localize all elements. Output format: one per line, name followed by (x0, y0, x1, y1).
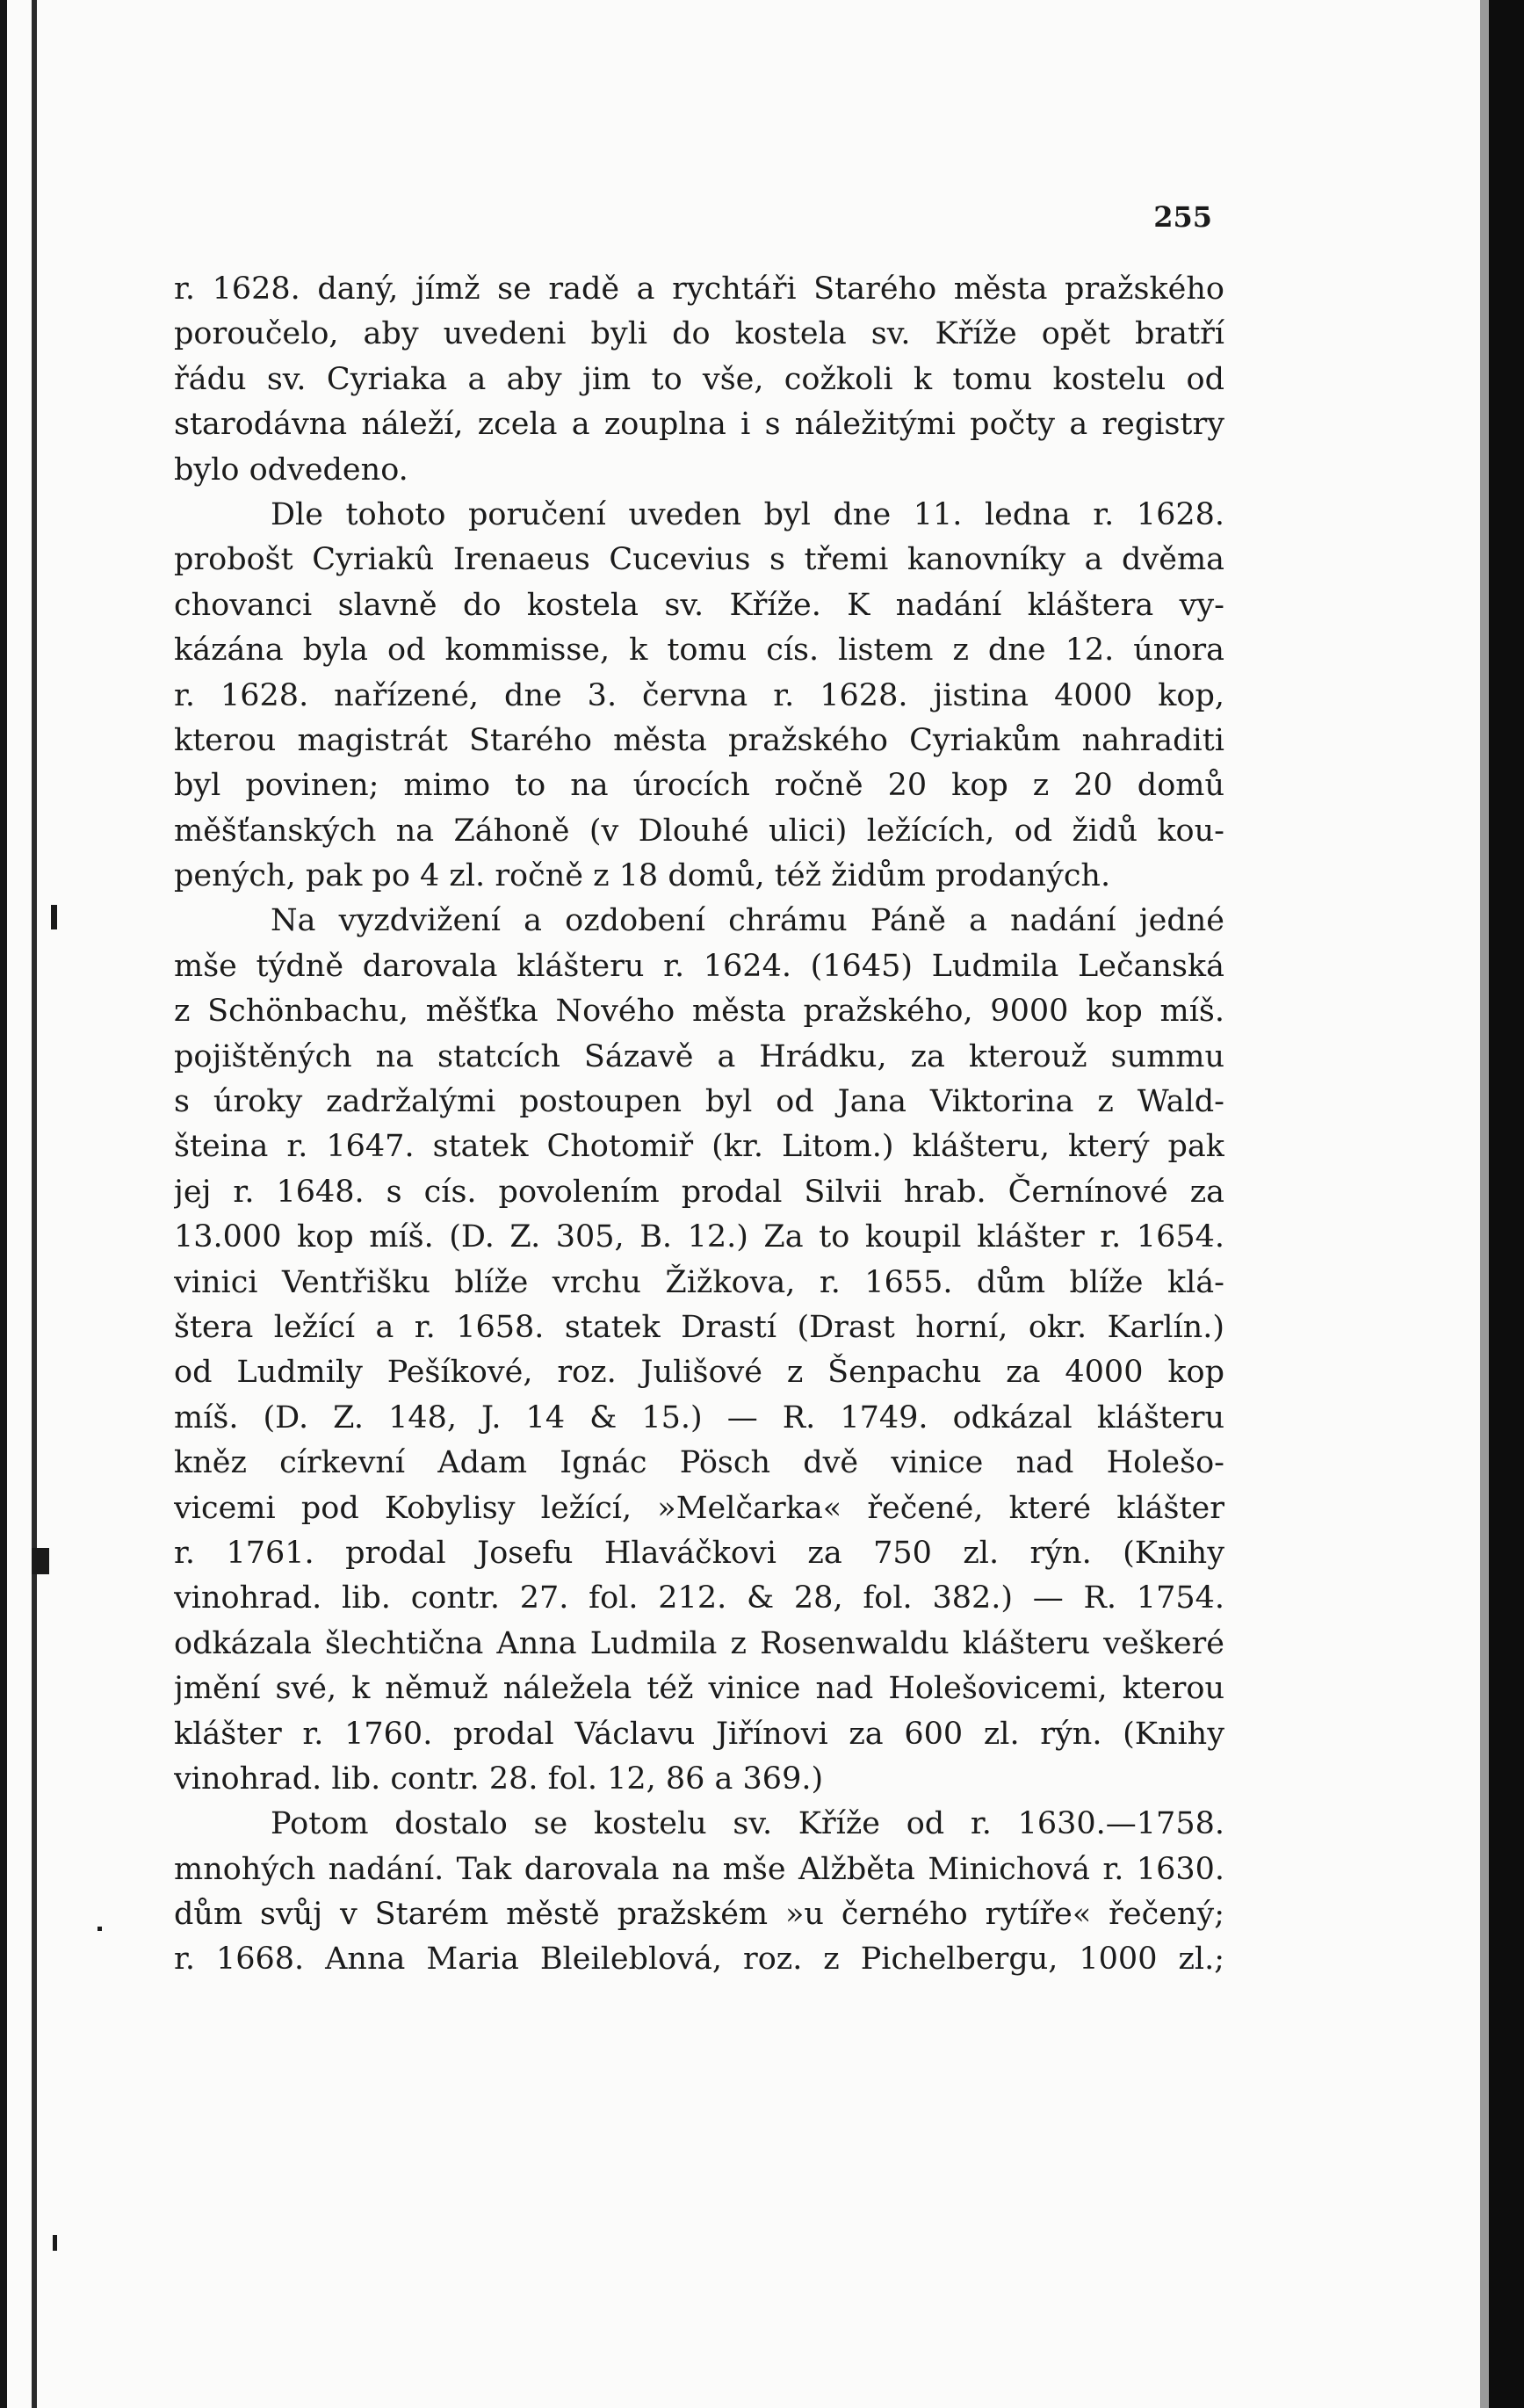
text-line: řádu sv. Cyriaka a aby jim to vše, cožkoli k tomu kostelu od (174, 361, 1224, 397)
text-line: jmění své, k němuž náležela též vinice nad Holešovicemi, kterou (174, 1671, 1224, 1707)
text-line: klášter r. 1760. prodal Václavu Jiřínovi za 600 zl. rýn. (Knihy (174, 1716, 1224, 1752)
left-scan-edge (0, 0, 7, 2408)
text-line: od Ludmily Pešíkové, roz. Julišové z Šenpachu za 4000 kop (174, 1355, 1224, 1391)
margin-speck-2 (32, 1548, 49, 1574)
text-line: pených, pak po 4 zl. ročně z 18 domů, též židům prodaných. (174, 858, 1111, 894)
text-line: míš. (D. Z. 148, J. 14 & 15.) — R. 1749. odkázal klášteru (174, 1399, 1224, 1435)
text-line: s úroky zadržalými postoupen byl od Jana Viktorina z Wald- (174, 1084, 1224, 1120)
text-line: probošt Cyriakû Irenaeus Cucevius s třemi kanovníky a dvěma (174, 542, 1224, 578)
text-line: kterou magistrát Starého města pražského Cyriakům nahraditi (174, 722, 1224, 758)
text-line: byl povinen; mimo to na úrocích ročně 20 kop z 20 domů (174, 768, 1224, 804)
text-line: štera ležící a r. 1658. statek Drastí (Drast horní, okr. Karlín.) (174, 1309, 1224, 1345)
text-line: měšťanských na Záhoně (v Dlouhé ulici) ležících, od židů kou- (174, 813, 1224, 849)
text-line: Na vyzdvižení a ozdobení chrámu Páně a nadání jedné (271, 903, 1224, 939)
text-line: mnohých nadání. Tak darovala na mše Alžběta Minichová r. 1630. (174, 1851, 1224, 1887)
text-line: šteina r. 1647. statek Chotomiř (kr. Litom.) klášteru, který pak (174, 1129, 1224, 1165)
text-line: kněz církevní Adam Ignác Pösch dvě vinice nad Holešo- (174, 1445, 1224, 1481)
text-line: vinohrad. lib. contr. 27. fol. 212. & 28, fol. 382.) — R. 1754. (174, 1580, 1224, 1616)
text-line: pojištěných na statcích Sázavě a Hrádku, za kterouž summu (174, 1038, 1224, 1074)
left-margin-line (32, 0, 37, 2408)
text-line: r. 1761. prodal Josefu Hlaváčkovi za 750 zl. rýn. (Knihy (174, 1535, 1224, 1571)
text-line: kázána byla od kommisse, k tomu cís. listem z dne 12. února (174, 633, 1224, 669)
text-line: bylo odvedeno. (174, 452, 408, 488)
text-line: dům svůj v Starém městě pražském »u černého rytíře« řečený; (174, 1897, 1224, 1933)
text-line: vinohrad. lib. contr. 28. fol. 12, 86 a 369.) (174, 1761, 824, 1797)
text-line: z Schönbachu, měšťka Nového města pražského, 9000 kop míš. (174, 994, 1224, 1030)
margin-speck-4 (98, 1927, 102, 1931)
margin-speck-3 (53, 2235, 57, 2251)
text-line: 13.000 kop míš. (D. Z. 305, B. 12.) Za to koupil klášter r. 1654. (174, 1219, 1224, 1255)
text-line: Dle tohoto poručení uveden byl dne 11. ledna r. 1628. (271, 496, 1224, 532)
text-line: r. 1628. nařízené, dne 3. června r. 1628. jistina 4000 kop, (174, 677, 1224, 713)
text-line: starodávna náleží, zcela a zouplna i s náležitými počty a registry (174, 407, 1224, 443)
right-scan-edge (1489, 0, 1524, 2408)
page-number: 255 (1153, 200, 1212, 234)
body-text (174, 267, 1224, 1983)
text-line: r. 1628. daný, jímž se radě a rychtáři Starého města pražského (174, 271, 1224, 307)
text-line: vicemi pod Kobylisy ležící, »Melčarka« řečené, které klášter (174, 1490, 1224, 1526)
text-line: jej r. 1648. s cís. povolením prodal Silvii hrab. Černínové za (174, 1174, 1224, 1210)
text-line: Potom dostalo se kostelu sv. Kříže od r. 1630.—1758. (271, 1806, 1224, 1842)
right-page-edge-shadow (1480, 0, 1489, 2408)
text-line: chovanci slavně do kostela sv. Kříže. K nadání kláštera vy- (174, 587, 1224, 623)
text-line: poroučelo, aby uvedeni byli do kostela sv. Kříže opět bratří (174, 316, 1224, 352)
margin-speck-1 (51, 905, 57, 929)
text-line: mše týdně darovala klášteru r. 1624. (1645) Ludmila Lečanská (174, 948, 1224, 984)
text-line: r. 1668. Anna Maria Bleileblová, roz. z Pichelbergu, 1000 zl.; (174, 1942, 1224, 1978)
text-line: vinici Ventřišku blíže vrchu Žižkova, r. 1655. dům blíže klá- (174, 1264, 1224, 1300)
text-line: odkázala šlechtična Anna Ludmila z Rosenwaldu klášteru veškeré (174, 1625, 1224, 1661)
